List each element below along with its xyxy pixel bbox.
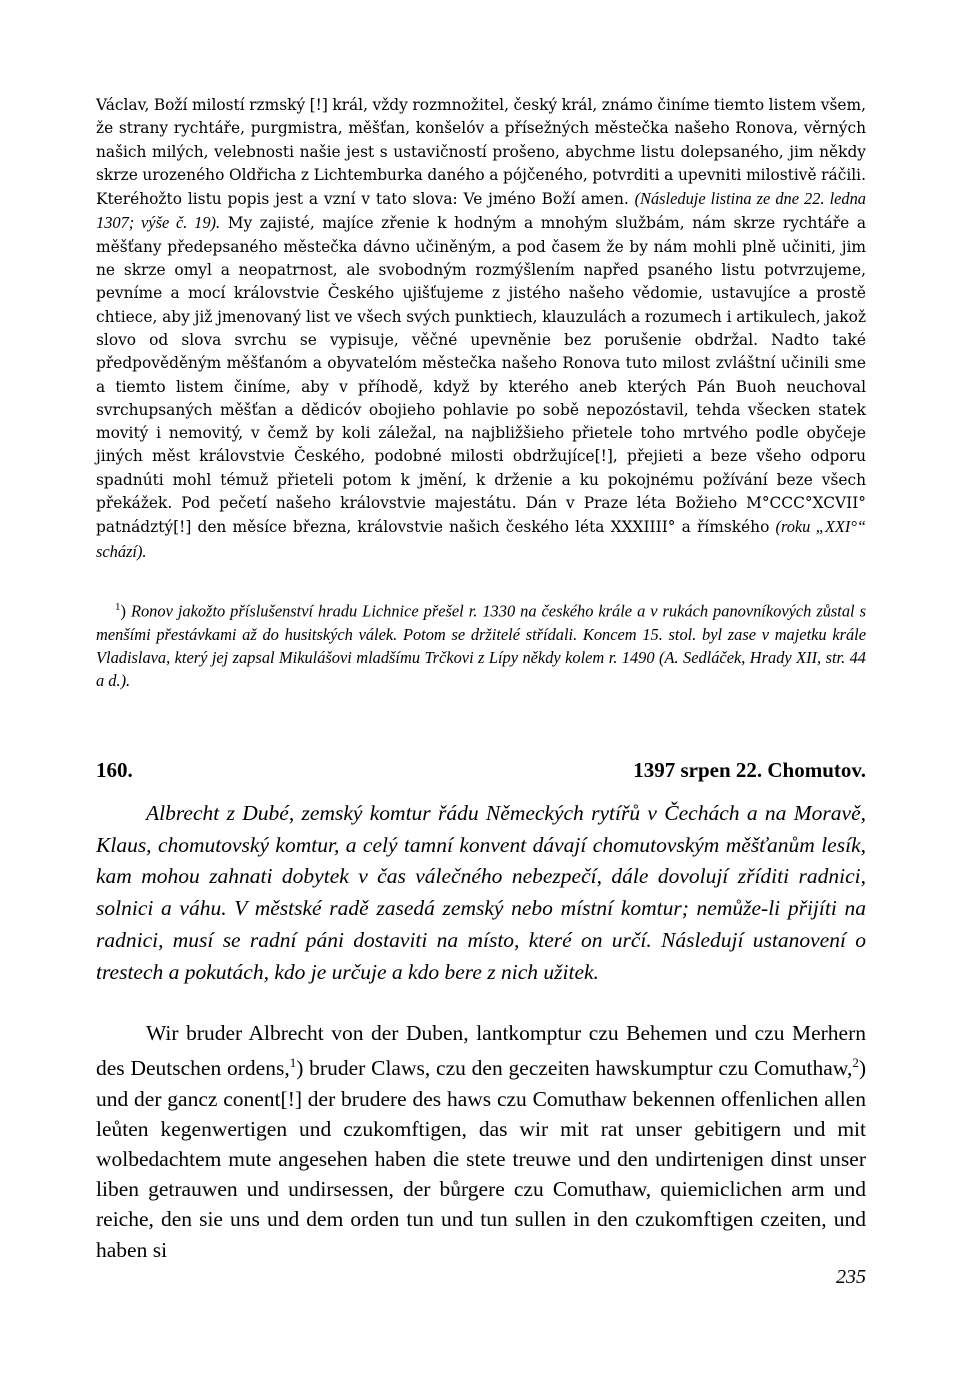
footnote-mark: 1 bbox=[115, 601, 121, 613]
top-paragraph-part1: Václav, Boží milostí rzmský [!] král, vždy rozmnožitel, český král, známo činíme tiemto listem všem, že strany rychtáře, purgmistra, měšťan, konšelóv a přísežných městečka našeho Ronova, věrných našich milých, velebnosti našie jest s ustavičností prošeno, abychme listu dolepsaného, jim někdy skrze urozeného Oldřicha z Lichtemburka daného a pójčeného, potvrditi a upevniti milostivě ráčili. Kteréhožto listu popis jest a vzní v tato slova: Ve jméno Boží amen. bbox=[96, 96, 866, 209]
top-paragraph-note2: (roku „XXI°“ schází). bbox=[96, 517, 866, 561]
german-part2: ) bruder Claws, czu den geczeiten hawskumptur czu Comuthaw, bbox=[296, 1056, 853, 1081]
footnote-block bbox=[96, 596, 866, 693]
german-part1: Wir bruder Albrecht von der Duben, lantkomptur czu Behemen und czu Merhern des Deutschen ordens, bbox=[96, 1021, 866, 1081]
top-paragraph-part2: My zajisté, majíce zřenie k hodným a mnohým službám, nám skrze rychtáře a měšťany předepsaného městečka dávno učiněným, a pod časem že by nám mohli plně učiniti, jim ne skrze omyl a neopatrnost, ale svobodným rozmýšlením napřed psaného listu potvrzujeme, pevníme a mocí královstvie Českého ujišťujeme z jistého našeho vědomie, ustavujíce a prostě chtiece, aby již jmenovaný list ve všech svých punktiech, klauzulách a rozumech i artikulech, jakož slovo od slova svrchu se vypisuje, věčné upevněnie bez porušenie obdržal. Nadto také předpověděným měšťanóm a obyvatelóm městečka našeho Ronova tuto milost zvláštní učinili sme a tiemto listem činíme, aby v příhodě, když by kterého aneb kterých Pán Buoh neuchoval svrchupsaných měšťan a dědicóv obojieho pohlavie po sobě nepozóstavil, tehda všecken statek movitý i nemovitý, v čemž by koli záležal, na najbližšieho přietele toho mrtvého podle obyčeje jiných měst královstvie Českého, podobné milosti obdržujíce[!], přejieti a beze všeho odporu spadnúti mohl témuž přieteli potom k jmění, k drženie a ku pokojnému požívání beze všech překážek. Pod pečetí našeho královstvie majestátu. Dán v Praze léta Božieho M°CCC°XCVII° patnádztý[!] den měsíce března, královstvie našich českého léta XXXIIII° a římského bbox=[96, 214, 866, 537]
german-part3: ) und der gancz conent[!] der brudere des haws czu Comuthaw bekennen offenlichen allen leůten kegenwertigen und czukomftigen, das wir mit rat unser gebitigern und mit wolbedachtem mute angesehen haben die stete treuwe und den undirtenigen dinst unser liben getrauwen und undirsessen, der bůrgere czu Comuthaw, quiemiclichen arm und reiche, den sie uns und dem orden tun und tun sullen in den czukomftigen czeiten, und haben si bbox=[96, 1056, 866, 1262]
top-paragraph bbox=[96, 94, 866, 564]
page-number: 235 bbox=[836, 1266, 866, 1288]
document-number: 160. bbox=[96, 758, 133, 782]
german-text bbox=[96, 1018, 866, 1265]
footnote-text: Ronov jakožto příslušenství hradu Lichnice přešel r. 1330 na českého krále a v rukách panovníkových zůstal s menšími přestávkami až do husitských válek. Potom se držitelé střídali. Koncem 15. stol. byl zase v majetku krále Vladislava, který jej zapsal Mikulášovi mladšímu Trčkovi z Lípy někdy kolem r. 1490 (A. Sedláček, Hrady XII, str. 44 a d.). bbox=[96, 601, 866, 691]
document-heading bbox=[96, 758, 866, 783]
document-date-place: 1397 srpen 22. Chomutov. bbox=[633, 758, 866, 782]
footnote: $^1$) Ronov jakožto příslušenství hradu Lichnice přešel r. 1330 na českého krále a v rukách panovníkových zůstal s menšími přestávkami až do husitských válek. Potom se držitelé střídali. Koncem 15. stol. byl zase v majetku krále Vladislava, který jej zapsal Mikulášovi mladšímu Trčkovi z Lípy někdy kolem r. 1490 (A. Sedláček, Hrady XII, str. 44 a d.). bbox=[96, 601, 866, 691]
german-footnote-mark-1: 1 bbox=[289, 1055, 297, 1071]
top-paragraph-note1: (Následuje listina ze dne 22. ledna 1307; výše č. 19). bbox=[96, 189, 866, 233]
german-footnote-mark-2: 2 bbox=[852, 1055, 859, 1071]
regest: Albrecht z Dubé, zemský komtur řádu Německých rytířů v Čechách a na Moravě, Klaus, chomutovský komtur, a celý tamní konvent dávají chomutovským měšťanům lesík, kam mohou zahnati dobytek v čas válečného nebezpečí, dále dovolují zříditi radnici, solnici a váhu. V městské radě zasedá zemský nebo místní komtur; nemůže-li přijíti na radnici, musí se radní páni dostaviti na místo, které on určí. Následují ustanovení o trestech a pokutách, kdo je určuje a kdo bere z nich užitek. bbox=[96, 801, 866, 984]
top-paragraph-block bbox=[96, 94, 866, 564]
